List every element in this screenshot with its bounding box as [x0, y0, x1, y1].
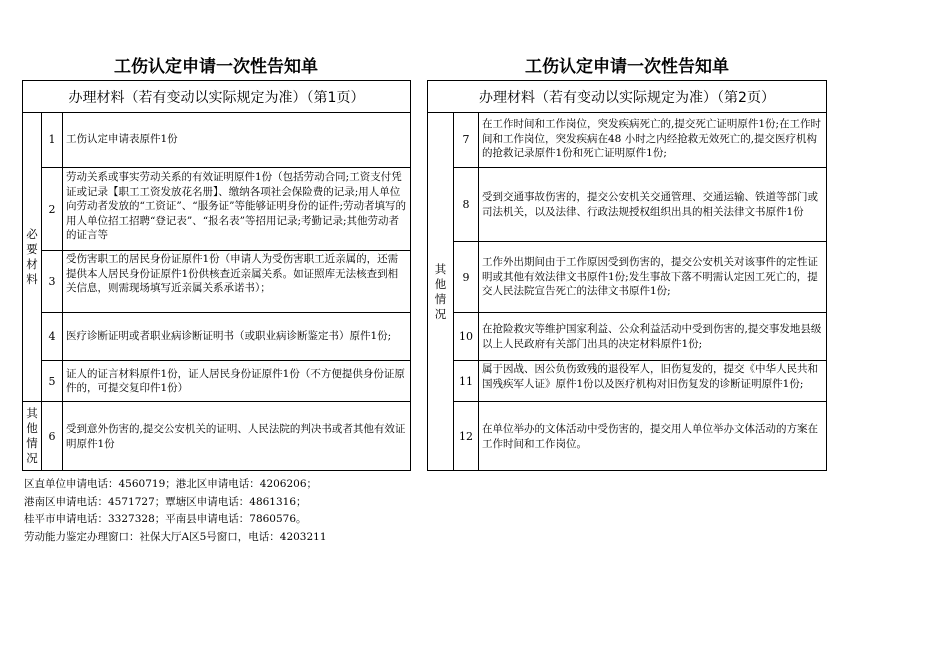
contact-info [24, 476, 327, 546]
row-number: 1 [48, 133, 56, 146]
row-number: 5 [48, 374, 56, 388]
row-number: 7 [462, 133, 470, 146]
row-text: 属于因战、因公负伤致残的退役军人，旧伤复发的，提交《中华人民共和国残疾军人证》原件1份以及医疗机构对旧伤复发的诊断证明原件1份; [482, 363, 818, 390]
category-other-situations: 其他情况 [26, 406, 38, 465]
row-number: 11 [459, 374, 473, 388]
right-table-header: 办理材料（若有变动以实际规定为准）（第2页） [428, 81, 826, 113]
right-table [427, 80, 827, 471]
row-text: 工伤认定申请表原件1份 [66, 133, 178, 146]
row-number: 4 [48, 330, 56, 343]
left-table [22, 80, 411, 471]
row-text: 在工作时间和工作岗位，突发疾病死亡的,提交死亡证明原件1份;在工作时间和工作岗位，突发疾病在48 小时之内经抢救无效死亡的,提交医疗机构的抢救记录原件1份和死亡证明原件1份; [482, 118, 822, 159]
row-number: 12 [459, 430, 473, 443]
row-text: 在抢险救灾等维护国家利益、公众利益活动中受到伤害的,提交事发地县级以上人民政府有关部门出具的决定材料原件1份; [482, 323, 822, 350]
row-text: 证人的证言材料原件1份，证人居民身份证原件1份（不方便提供身份证原件的，可提交复印件1份） [66, 367, 405, 394]
row-text: 受到交通事故伤害的，提交公安机关交通管理、交通运输、铁道等部门或司法机关，以及法律、行政法规授权组织出具的相关法律文书原件1份 [482, 191, 818, 218]
row-text: 受伤害职工的居民身份证原件1份（申请人为受伤害职工近亲属的，还需提供本人居民身份证原件1份供核查近亲属关系。如证照库无法核查到相关信息，则需现场填写近亲属关系承诺书）； [66, 253, 399, 294]
contact-line: 港南区申请电话：4571727；覃塘区申请电话：4861316； [24, 495, 307, 508]
row-text: 医疗诊断证明或者职业病诊断证明书（或职业病诊断鉴定书）原件1份; [66, 330, 392, 343]
row-number: 6 [48, 430, 56, 443]
left-page-title: 工伤认定申请一次性告知单 [114, 57, 318, 77]
contact-line: 桂平市申请电话：3327328；平南县申请电话：7860576。 [24, 513, 307, 525]
row-number: 2 [48, 202, 56, 216]
row-number: 8 [462, 198, 470, 211]
row-number: 10 [459, 330, 473, 343]
right-page-title: 工伤认定申请一次性告知单 [525, 57, 729, 77]
row-number: 3 [48, 275, 56, 288]
row-text: 受到意外伤害的,提交公安机关的证明、人民法院的判决书或者其他有效证明原件1份 [66, 423, 406, 450]
row-text: 劳动关系或事实劳动关系的有效证明原件1份（包括劳动合同;工资支付凭证或记录【职工工资发放花名册】、缴纳各项社会保险费的记录;用人单位向劳动者发放的“工资证”、“服务证”等能够证明身份的证件;劳动者填写的用人单位招工招聘“登记表”、“报名表”等招用记录;考勤记录;其他劳动者的证言等 [66, 171, 407, 241]
left-table-header: 办理材料（若有变动以实际规定为准）（第1页） [23, 81, 410, 113]
category-required-materials: 必要材料 [26, 226, 38, 286]
row-text: 工作外出期间由于工作原因受到伤害的，提交公安机关对该事件的定性证明或其他有效法律文书原件1份;发生事故下落不明需认定因工死亡的，提交人民法院宣告死亡的法律文书原件1份; [482, 256, 818, 298]
category-other-situations: 其他情况 [434, 261, 447, 321]
row-text: 在单位举办的文体活动中受伤害的，提交用人单位举办文体活动的方案在工作时间和工作岗位。 [482, 423, 818, 450]
row-number: 9 [462, 270, 470, 284]
contact-line: 区直单位申请电话：4560719；港北区申请电话：4206206； [24, 478, 318, 490]
contact-line: 劳动能力鉴定办理窗口：社保大厅A区5号窗口，电话：4203211 [24, 530, 327, 543]
